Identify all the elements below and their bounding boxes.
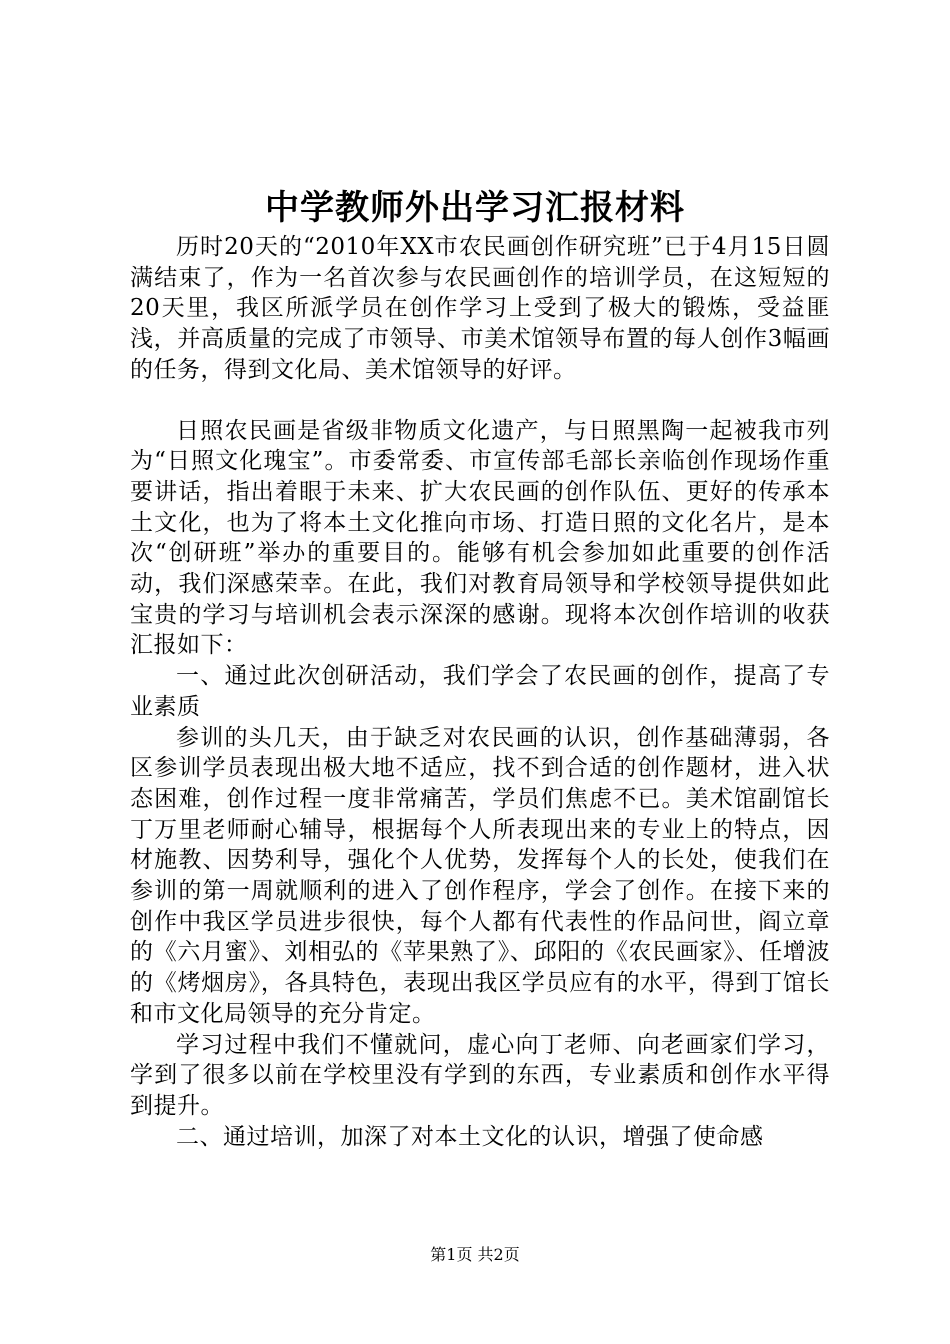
paragraph-background: 日照农民画是省级非物质文化遗产，与日照黑陶一起被我市列为“日照文化瑰宝”。市委常委、市宣传部毛部长亲临创作现场作重要讲话，指出着眼于未来、扩大农民画的创作队伍、更好的传承本土文化，也为了将本土文化推向市场、打造日照的文化名片，是本次“创研班”举办的重要目的。能够有机会参加如此重要的创作活动，我们深感荣幸。在此，我们对教育局领导和学校领导提供如此宝贵的学习与培训机会表示深深的感谢。现将本次创作培训的收获汇报如下： xyxy=(130,417,830,659)
document-body xyxy=(130,232,830,1152)
document-title: 中学教师外出学习汇报材料 xyxy=(265,188,685,228)
paragraph-training: 参训的头几天，由于缺乏对农民画的认识，创作基础薄弱，各区参训学员表现出极大地不适应，找不到合适的创作题材，进入状态困难，创作过程一度非常痛苦，学员们焦虑不已。美术馆副馆长丁万里老师耐心辅导，根据每个人所表现出来的专业上的特点，因材施教、因势利导，强化个人优势，发挥每个人的长处，使我们在参训的第一周就顺利的进入了创作程序，学会了创作。在接下来的创作中我区学员进步很快，每个人都有代表性的作品问世，阎立章的《六月蜜》、刘相弘的《苹果熟了》、邱阳的《农民画家》、任增波的《烤烟房》，各具特色，表现出我区学员应有的水平，得到丁馆长和市文化局领导的充分肯定。 xyxy=(130,724,830,1027)
paragraph-intro: 历时20天的“2010年XX市农民画创作研究班”已于4月15日圆满结束了，作为一名首次参与农民画创作的培训学员，在这短短的20天里，我区所派学员在创作学习上受到了极大的锻炼，受益匪浅，并高质量的完成了市领导、市美术馆领导布置的每人创作3幅画的任务，得到文化局、美术馆领导的好评。 xyxy=(130,234,830,383)
section-heading-one: 一、通过此次创研活动，我们学会了农民画的创作，提高了专业素质 xyxy=(130,663,830,720)
page-number-footer: 第1页 共2页 xyxy=(430,1245,520,1264)
section-heading-two: 二、通过培训，加深了对本土文化的认识，增强了使命感 xyxy=(176,1123,764,1150)
paragraph-learning: 学习过程中我们不懂就问，虚心向丁老师、向老画家们学习，学到了很多以前在学校里没有学到的东西，专业素质和创作水平得到提升。 xyxy=(130,1031,830,1119)
